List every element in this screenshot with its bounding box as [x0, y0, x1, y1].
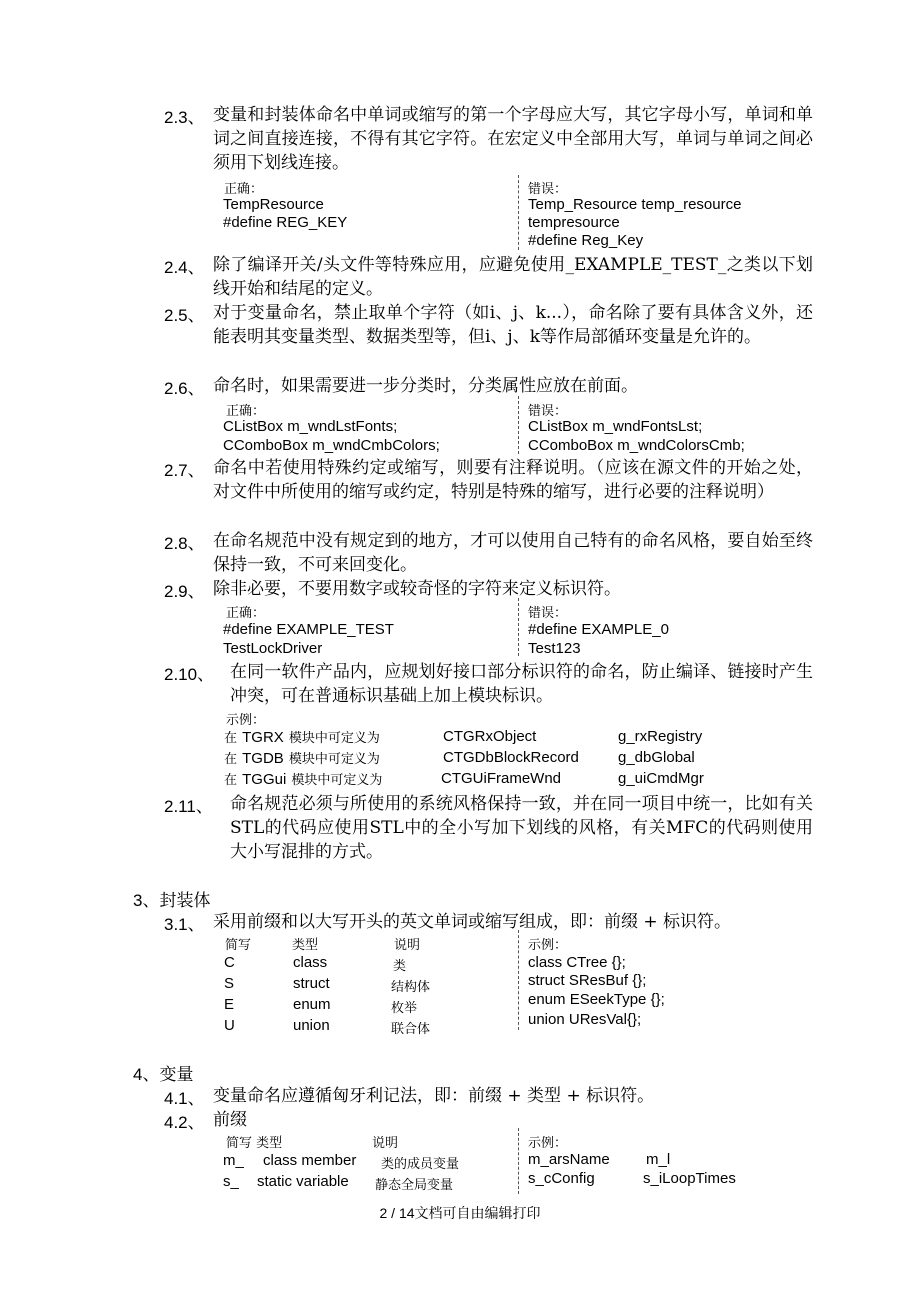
ex-2-10-label: 示例： [226, 713, 266, 728]
tbl-3-1-type: class [293, 954, 328, 971]
item-text-2-5: 对于变量命名，禁止取单个字符（如i、j、k...），命名除了要有具体含义外，还能表明其变量类型、数据类型等，但i、j、k等作局部循环变量是允许的。 [213, 303, 813, 347]
tbl-3-1-desc: 类 [393, 959, 407, 974]
item-number-2-6: 2.6、 [164, 379, 205, 398]
ex-2-9-right-2: TestLockDriver [223, 640, 323, 657]
tbl-4-2-abbr: m_ [223, 1152, 244, 1169]
tbl-4-2-abbr: s_ [223, 1173, 239, 1190]
item-number-2-10: 2.10、 [164, 665, 215, 684]
item-number-3-1: 3.1、 [164, 915, 205, 934]
tbl-3-1-desc: 枚举 [391, 1001, 418, 1016]
tbl-4-2-desc: 类的成员变量 [381, 1157, 460, 1172]
ex-2-10-row: 在 TGRX 模块中可定义为 [224, 729, 380, 746]
tbl-4-2-example-2: m_l [646, 1151, 671, 1168]
tbl-3-1-type: enum [293, 996, 331, 1013]
item-number-2-4: 2.4、 [164, 258, 205, 277]
tbl-3-1-type: union [293, 1017, 330, 1034]
tbl-4-2-type: class member [263, 1152, 357, 1169]
item-number-4-1: 4.1、 [164, 1089, 205, 1108]
item-text-2-3: 变量和封装体命名中单词或缩写的第一个字母应大写，其它字母小写，单词和单词之间直接连接，不得有其它字符。在宏定义中全部用大写，单词与单词之间必须用下划线连接。 [213, 105, 813, 173]
tbl-3-1-header-example: 示例： [528, 938, 568, 953]
item-text-3-1: 采用前缀和以大写开头的英文单词或缩写组成，即：前缀 + 标识符。 [213, 912, 732, 932]
ex-2-10-row: 在 TGDB 模块中可定义为 [224, 750, 380, 767]
section-3-heading: 3、封装体 [133, 891, 211, 911]
ex-2-10-row: 在 TGGui 模块中可定义为 [224, 771, 383, 788]
tbl-3-1-header-type: 类型 [292, 938, 319, 953]
ex-2-3-right-label: 正确： [224, 182, 264, 197]
ex-2-6-right-label: 正确： [226, 404, 266, 419]
item-number-2-7: 2.7、 [164, 461, 205, 480]
item-number-4-2: 4.2、 [164, 1113, 205, 1132]
item-number-2-9: 2.9、 [164, 582, 205, 601]
ex-2-10-global: g_rxRegistry [618, 728, 703, 745]
tbl-3-1-example: struct SResBuf {}; [528, 972, 647, 989]
page-footer: 2 / 14文档可自由编辑打印 [379, 1205, 541, 1221]
tbl-3-1-abbr: S [224, 975, 235, 992]
tbl-4-2-header-abbr-type: 简写 类型 [226, 1136, 283, 1151]
ex-2-9-wrong-2: Test123 [528, 640, 581, 657]
ex-2-10-class: CTGRxObject [443, 728, 537, 745]
tbl-3-1-example: enum ESeekType {}; [528, 991, 665, 1008]
ex-2-6-wrong-2: CComboBox m_wndColorsCmb; [528, 437, 745, 454]
ex-2-6-wrong-label: 错误： [528, 404, 568, 419]
tbl-4-2-example-2: s_iLoopTimes [643, 1170, 736, 1187]
ex-2-9-wrong-label: 错误： [528, 606, 568, 621]
item-number-2-11: 2.11、 [164, 797, 213, 816]
tbl-3-1-type: struct [293, 975, 330, 992]
ex-2-3-right-1: TempResource [223, 196, 324, 213]
tbl-4-2-example-1: s_cConfig [528, 1170, 595, 1187]
item-number-2-8: 2.8、 [164, 534, 205, 553]
item-text-2-9: 除非必要，不要用数字或较奇怪的字符来定义标识符。 [213, 579, 621, 599]
item-text-2-8: 在命名规范中没有规定到的地方，才可以使用自己特有的命名风格，要自始至终保持一致，不可来回变化。 [213, 531, 813, 575]
tbl-4-2-type: static variable [257, 1173, 349, 1190]
ex-2-6-right-2: CComboBox m_wndCmbColors; [223, 437, 440, 454]
item-text-2-6: 命名时，如果需要进一步分类时，分类属性应放在前面。 [213, 376, 638, 396]
tbl-4-2-header-desc: 说明 [372, 1136, 399, 1151]
ex-2-10-global: g_dbGlobal [618, 749, 695, 766]
ex-2-10-global: g_uiCmdMgr [618, 770, 704, 787]
ex-2-3-wrong-1: Temp_Resource temp_resource [528, 196, 742, 213]
ex-2-10-class: CTGDbBlockRecord [443, 749, 579, 766]
ex-2-9-right-1: #define EXAMPLE_TEST [223, 621, 394, 638]
ex-2-3-wrong-2: tempresource [528, 214, 620, 231]
divider [518, 930, 519, 1030]
item-text-4-2: 前缀 [213, 1110, 247, 1130]
tbl-4-2-example-1: m_arsName [528, 1151, 610, 1168]
divider [518, 175, 519, 250]
ex-2-3-right-2: #define REG_KEY [223, 214, 348, 231]
ex-2-9-right-label: 正确： [226, 606, 266, 621]
divider [518, 598, 519, 656]
item-number-2-3: 2.3、 [164, 108, 205, 127]
tbl-3-1-example: union UResVal{}; [528, 1011, 642, 1028]
item-text-2-4: 除了编译开关/头文件等特殊应用，应避免使用_EXAMPLE_TEST_之类以下划线开始和结尾的定义。 [213, 255, 813, 299]
ex-2-3-wrong-3: #define Reg_Key [528, 232, 644, 249]
section-4-heading: 4、变量 [133, 1065, 194, 1085]
item-number-2-5: 2.5、 [164, 306, 205, 325]
ex-2-6-wrong-1: CListBox m_wndFontsLst; [528, 418, 703, 435]
tbl-3-1-abbr: U [224, 1017, 235, 1034]
tbl-4-2-desc: 静态全局变量 [375, 1178, 454, 1193]
tbl-3-1-example: class CTree {}; [528, 954, 626, 971]
ex-2-6-right-1: CListBox m_wndLstFonts; [223, 418, 398, 435]
tbl-4-2-header-example: 示例： [528, 1136, 568, 1151]
tbl-3-1-abbr: E [224, 996, 235, 1013]
item-text-2-7: 命名中若使用特殊约定或缩写，则要有注释说明。（应该在源文件的开始之处，对文件中所使用的缩写或约定，特别是特殊的缩写，进行必要的注释说明） [213, 458, 813, 502]
item-text-2-10: 在同一软件产品内，应规划好接口部分标识符的命名，防止编译、链接时产生冲突，可在普通标识基础上加上模块标识。 [230, 662, 813, 706]
tbl-3-1-header-desc: 说明 [394, 938, 421, 953]
tbl-3-1-abbr: C [224, 954, 235, 971]
tbl-3-1-desc: 结构体 [391, 980, 431, 995]
ex-2-3-wrong-label: 错误： [528, 182, 568, 197]
item-text-2-11: 命名规范必须与所使用的系统风格保持一致，并在同一项目中统一，比如有关STL的代码应使用STL中的全小写加下划线的风格，有关MFC的代码则使用大小写混排的方式。 [230, 794, 813, 862]
tbl-3-1-header-abbr: 简写 [225, 938, 252, 953]
ex-2-10-class: CTGUiFrameWnd [441, 770, 562, 787]
divider [518, 1128, 519, 1194]
ex-2-9-wrong-1: #define EXAMPLE_0 [528, 621, 669, 638]
tbl-3-1-desc: 联合体 [391, 1022, 431, 1037]
divider [518, 396, 519, 454]
item-text-4-1: 变量命名应遵循匈牙利记法，即：前缀 + 类型 + 标识符。 [213, 1086, 655, 1106]
